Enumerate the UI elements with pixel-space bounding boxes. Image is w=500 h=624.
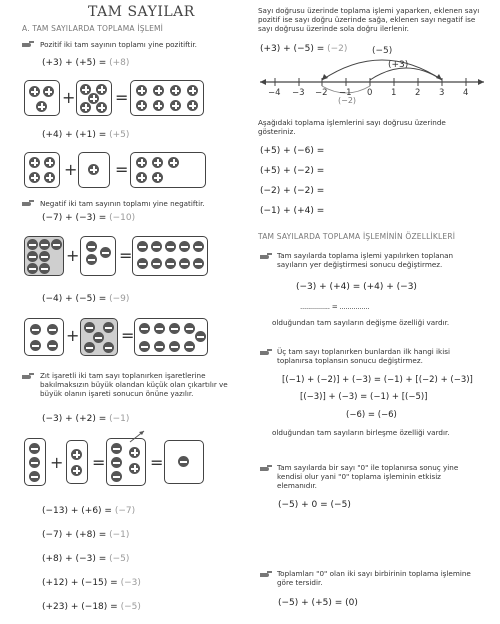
plus-sign: +	[62, 88, 76, 107]
number-line-ticks	[268, 88, 488, 98]
equation-lhs: (−7) + (−3) =	[42, 213, 107, 223]
tile-minus-1	[164, 440, 204, 484]
commutative-blank: ............... = ...............	[300, 302, 370, 311]
pointing-hand-icon	[22, 40, 34, 48]
equation-lhs: (+4) + (+1) =	[42, 130, 107, 140]
example-2	[42, 530, 129, 540]
equation-result: (−3)	[120, 578, 141, 588]
pointing-hand-icon	[22, 199, 34, 207]
tile-cancel-pairs	[106, 438, 146, 486]
section-b-heading: TAM SAYILARDA TOPLAMA İŞLEMİNİN ÖZELLİKLERİ	[258, 232, 456, 241]
equals-sign: =	[119, 246, 133, 265]
task-instruction-1: Aşağıdaki toplama işlemlerini sayı doğrusu üzerinde	[258, 118, 446, 127]
tick-label: 0	[367, 88, 373, 98]
tile-minus-7	[24, 236, 64, 276]
associative-line-2: [(−3)] + (−3) = (−1) + [(−5)]	[300, 392, 428, 402]
plus-sign: +	[50, 453, 64, 472]
associative-rule-2: toplanırsa toplansın sonucu değiştirmez.	[277, 356, 423, 365]
tile-plus-2-vertical	[66, 440, 88, 484]
pointing-hand-icon	[260, 348, 272, 356]
tile-plus-8	[130, 80, 204, 116]
equation-2	[42, 130, 129, 140]
tick-label: 4	[463, 88, 469, 98]
equation-result: (−5)	[120, 602, 141, 612]
associative-line-1: [(−1) + (−2)] + (−3) = (−1) + [(−2) + (−3)]	[282, 375, 473, 385]
mixed-rule-line-3: büyük olanın işareti sonucun önüne yazılır.	[40, 389, 194, 398]
tick-label: 3	[439, 88, 445, 98]
pointing-hand-icon	[260, 464, 272, 472]
plus-sign: +	[64, 160, 78, 179]
tile-plus-1	[78, 152, 110, 188]
example-3	[42, 554, 129, 564]
tick-label: −4	[268, 88, 281, 98]
example-5	[42, 602, 141, 612]
equation-result: (+5)	[109, 130, 130, 140]
equation-result: (−1)	[109, 530, 130, 540]
tile-minus-10	[132, 236, 208, 276]
tick-label: 1	[391, 88, 397, 98]
equation-result: (−9)	[109, 294, 130, 304]
associative-rule-1: Üç tam sayı toplanırken bunlardan ilk hangi ikisi	[277, 347, 450, 356]
tile-minus-9	[134, 318, 208, 356]
equals-sign: =	[115, 160, 129, 179]
equals-sign: =	[92, 453, 106, 472]
identity-rule-1: Tam sayılarda bir sayı "0" ile toplanırsa sonuç yine	[277, 463, 459, 472]
associative-note: olduğundan tam sayıların birleşme özelliği vardır.	[272, 428, 450, 437]
equals-sign: =	[115, 88, 129, 107]
inverse-rule-2: göre tersidir.	[277, 578, 323, 587]
equation-lhs: (+3) + (−5) =	[260, 44, 325, 54]
arc-label-minus-5: (−5)	[372, 46, 393, 56]
positive-rule: Pozitif iki tam sayının toplamı yine pozitiftir.	[40, 40, 197, 49]
arrow-icon	[128, 428, 148, 444]
task-equation: (+5) + (−2) =	[260, 166, 325, 176]
equation-lhs: (+12) + (−15) =	[42, 578, 118, 588]
page-title: TAM SAYILAR	[88, 4, 195, 20]
number-line-intro-2: pozitif ise sayı doğru üzerinde sağa, eklenen sayı negatif ise	[258, 15, 476, 24]
equation-result: (−5)	[109, 554, 130, 564]
equation-lhs: (+23) + (−18) =	[42, 602, 118, 612]
tile-minus-4	[24, 318, 64, 356]
pointing-hand-icon	[22, 372, 34, 380]
equation-4	[42, 294, 129, 304]
task-equation: (+5) + (−6) =	[260, 146, 325, 156]
equation-lhs: (−3) + (+2) =	[42, 414, 107, 424]
equation-result: (−1)	[109, 414, 130, 424]
tile-plus-3	[24, 80, 60, 116]
tile-plus-5	[76, 80, 112, 116]
tile-minus-3	[80, 236, 116, 276]
commutative-note: olduğundan tam sayıların değişme özelliği vardır.	[272, 318, 450, 327]
tile-plus-5-result	[130, 152, 206, 188]
example-1	[42, 506, 135, 516]
equation-result: (−7)	[114, 506, 136, 516]
equation-lhs: (−7) + (+8) =	[42, 530, 107, 540]
equation-lhs: (−4) + (−5) =	[42, 294, 107, 304]
equals-sign: =	[150, 453, 164, 472]
tick-label: −3	[292, 88, 305, 98]
task-equation: (−2) + (−2) =	[260, 186, 325, 196]
arc-label-minus-2: (−2)	[338, 96, 357, 105]
tick-label: −1	[339, 88, 352, 98]
commutative-equation: (−3) + (+4) = (+4) + (−3)	[296, 282, 417, 292]
section-a-heading: A. TAM SAYILARDA TOPLAMA İŞLEMİ	[22, 24, 164, 33]
task-instruction-2: gösteriniz.	[258, 127, 296, 136]
arc-label-plus-3: (+3)	[388, 60, 409, 70]
pointing-hand-icon	[260, 252, 272, 260]
equation-lhs: (+3) + (+5) =	[42, 58, 107, 68]
pointing-hand-icon	[260, 570, 272, 578]
equation-lhs: (+8) + (−3) =	[42, 554, 107, 564]
equation-result: (−2)	[327, 44, 348, 54]
equation-5	[42, 414, 129, 424]
equation-lhs: (−13) + (+6) =	[42, 506, 112, 516]
equation-1	[42, 58, 129, 68]
equation-3	[42, 213, 135, 223]
number-line-intro-3: sayı doğrusu üzerinde sola doğru ilerlenir.	[258, 24, 409, 33]
commutative-rule-1: Tam sayılarda toplama işlemi yapılırken toplanan	[277, 251, 454, 260]
tick-label: 2	[415, 88, 421, 98]
associative-line-3: (−6) = (−6)	[346, 410, 397, 420]
inverse-rule-1: Toplamları "0" olan iki sayı birbirinin toplama işlemine	[277, 569, 471, 578]
equals-sign: =	[121, 326, 135, 345]
example-4	[42, 578, 141, 588]
mixed-rule-line-2: bakılmaksızın büyük olandan küçük olan çıkartılır ve	[40, 380, 228, 389]
equation-result: (−10)	[109, 213, 136, 223]
equation-result: (+8)	[109, 58, 130, 68]
tile-minus-3-vertical	[24, 438, 46, 486]
tile-minus-5	[80, 318, 118, 356]
identity-rule-3: elemanıdır.	[277, 481, 317, 490]
inverse-equation: (−5) + (+5) = (0)	[278, 598, 358, 608]
plus-sign: +	[66, 326, 80, 345]
plus-sign: +	[66, 246, 80, 265]
task-equation: (−1) + (+4) =	[260, 206, 325, 216]
identity-equation: (−5) + 0 = (−5)	[278, 500, 351, 510]
tick-label: −2	[315, 88, 328, 98]
tile-plus-4	[24, 152, 60, 188]
identity-rule-2: kendisi olur yani "0" toplama işleminin etkisiz	[277, 472, 441, 481]
number-line-intro-1: Sayı doğrusu üzerinde toplama işlemi yaparken, eklenen sayı	[258, 6, 480, 15]
mixed-rule-line-1: Zıt işaretli iki tam sayı toplanırken işaretlerine	[40, 371, 206, 380]
commutative-rule-2: sayıların yer değiştirmesi sonucu değiştirmez.	[277, 260, 443, 269]
negative-rule: Negatif iki tam sayının toplamı yine negatiftir.	[40, 199, 205, 208]
